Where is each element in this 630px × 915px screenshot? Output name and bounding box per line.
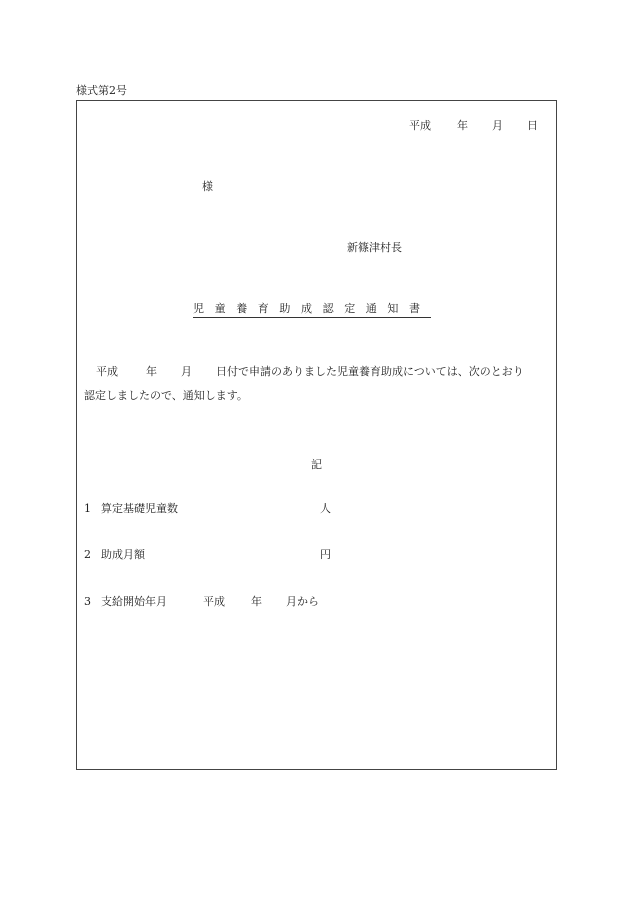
body-month-unit: 月 bbox=[181, 365, 192, 378]
item-label: 支給開始年月 bbox=[101, 595, 167, 608]
body-text-after-date: 日付で申請のありました児童養育助成については、次のとおり bbox=[216, 365, 524, 378]
body-text bbox=[84, 360, 554, 408]
date-day-unit: 日 bbox=[527, 119, 538, 132]
item-number: 2 bbox=[84, 548, 91, 561]
addressee: 様 bbox=[202, 180, 213, 193]
body-line-1 bbox=[84, 360, 554, 384]
item-start-month bbox=[84, 594, 319, 610]
item-era: 平成 bbox=[203, 595, 225, 608]
date-year-unit: 年 bbox=[457, 119, 468, 132]
item-year-unit: 年 bbox=[251, 595, 262, 608]
body-line-2: 認定しましたので、通知します。 bbox=[84, 389, 248, 402]
document-title: 児童養育助成認定通知書 bbox=[193, 302, 431, 318]
ki-heading: 記 bbox=[311, 458, 322, 471]
item-month-suffix: 月から bbox=[286, 595, 319, 608]
body-era: 平成 bbox=[96, 365, 118, 378]
body-year-unit: 年 bbox=[146, 365, 157, 378]
item-number: 1 bbox=[84, 502, 91, 515]
item-unit: 人 bbox=[320, 502, 331, 515]
date-era: 平成 bbox=[409, 119, 431, 132]
item-monthly-amount bbox=[84, 547, 331, 563]
form-number: 様式第2号 bbox=[76, 84, 127, 97]
notice-frame bbox=[76, 100, 557, 770]
issue-date bbox=[409, 118, 538, 134]
date-month-unit: 月 bbox=[492, 119, 503, 132]
item-unit: 円 bbox=[320, 548, 331, 561]
item-label: 助成月額 bbox=[101, 548, 145, 561]
item-label: 算定基礎児童数 bbox=[101, 502, 178, 515]
issuer: 新篠津村長 bbox=[347, 241, 402, 254]
item-number: 3 bbox=[84, 595, 91, 608]
item-children-count bbox=[84, 501, 331, 517]
